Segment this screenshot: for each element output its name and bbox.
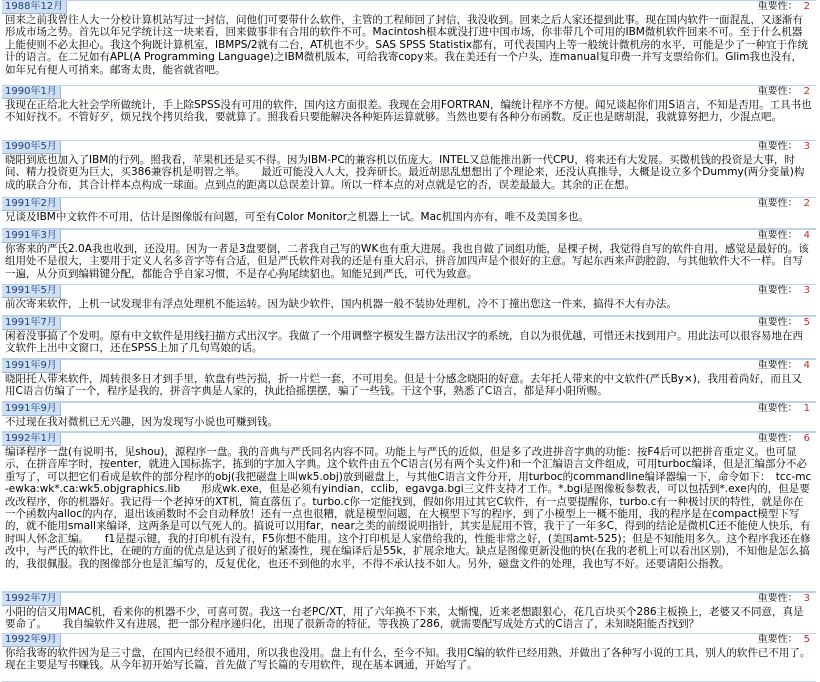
entry-date[interactable]: 1992年1月 <box>2 433 61 446</box>
importance-label: 重要性： <box>757 433 798 444</box>
entry-text: 晓阳托人带来软件，周转很多日才到手里，软盘有些污损，折一片烂一套，不可用矣。但是十分感念晓阳的好意。去年托人带来的中文软件(严氏By×)，我用着尚好，而且又用C语言仿编了一个，程序是我的，拼音字典是人家的，执此拾摇摆摆，骗了一些钱。干这个事，熟悉了C语言，都是拜小阳所赐。 <box>5 373 802 398</box>
importance-value: 2 <box>803 198 810 209</box>
importance-label: 重要性： <box>757 141 798 152</box>
letter-entry <box>2 0 816 98</box>
importance-value: 2 <box>803 1 810 12</box>
importance-rating <box>758 634 810 646</box>
letter-entry <box>2 197 816 229</box>
importance-value: 3 <box>803 285 810 296</box>
entry-text: 兄谈及IBM中文软件不可用，估计是图像版有问题，可至有Color Monitor之机器上一试。Mac机国内亦有，唯不及美国多也。 <box>5 211 589 223</box>
importance-rating <box>758 285 810 297</box>
importance-rating <box>758 230 810 242</box>
importance-label: 重要性： <box>757 230 798 241</box>
importance-value: 4 <box>803 360 810 371</box>
entry-date[interactable]: 1991年9月 <box>2 360 61 373</box>
importance-rating <box>758 317 810 329</box>
importance-label: 重要性： <box>757 360 798 371</box>
entry-text: 你寄来的严氏2.0A我也收到，还没用。因为一者是3盘要倒，二者我自己写的WK也有重大进展。我也自做了词组功能，是棵子树，我觉得自写的软件自用，感觉是最好的。该组用处不是很大，主要用于定义人名多音字等有合适，但是严氏软件对我的还是有重大启示，拼音加四声是个很好的主意。写起东西来声韵腔韵，与其他软件大不一样。自写一遍，从分页到编辑键分配，都能合乎自家习惯，不是存心狗尾续貂也。知能兄到严氏，可代为致意。 <box>5 243 809 280</box>
entry-text: 你给我寄的软件因为是三寸盘，在国内已经很不通用，所以我也没用。盘上有什么，至今不知。我用C编的软件已经用熟，并做出了各种写小说的工具，别人的软件已不用了。现在主要是写书赚钱。从今年初开始写长篇，首先做了写长篇的专用软件，现在基本调通，开始写了。 <box>5 647 811 672</box>
entry-date[interactable]: 1990年1月 <box>2 86 61 99</box>
letter-entry <box>2 359 816 402</box>
importance-rating <box>758 360 810 372</box>
entry-date[interactable]: 1991年3月 <box>2 230 61 243</box>
importance-value: 5 <box>803 634 810 645</box>
importance-label: 重要性： <box>757 198 798 209</box>
importance-rating <box>758 1 810 13</box>
importance-rating <box>758 198 810 210</box>
importance-label: 重要性： <box>757 86 798 97</box>
entry-date[interactable]: 1991年9月 <box>2 403 61 416</box>
importance-rating <box>758 433 810 445</box>
entry-date[interactable]: 1988年12月 <box>2 1 67 14</box>
entry-date[interactable]: 1991年2月 <box>2 198 61 211</box>
importance-label: 重要性： <box>757 593 798 604</box>
entry-text: 我现在正给北大社会学所做统计，手上除SPSS没有可用的软件，国内这方面很差。我现在会用FORTRAN，编统计程序不方便。闻兄谈起你们用S语言，不知是否用。工具书也不知好找不。不管好歹，烦兄找个拷贝给我，要就算了。照我看只要能解决各种矩阵运算就够。当然也要有各种分布函数。反正也是瞎胡混，我就算努把力，少混点吧。 <box>5 99 812 124</box>
letter-entry <box>2 592 816 634</box>
importance-value: 5 <box>803 317 810 328</box>
importance-value: 3 <box>803 593 810 604</box>
entry-text: 小阳的信又用MAC机，看来你的机器不少，可喜可贺。我这一台老PC/XT，用了六年换不下来，太惭愧，近来老想跟狠心，花几百块买个286主板换上，老婆又不同意，真是要命了。 我自编软件又有进展，把一部分程序递归化，出现了很新奇的特征，等我换了286，就需要配写成处方式的C语言了，未知晓阳能否找到？ <box>5 606 804 631</box>
importance-rating <box>758 86 810 98</box>
entry-text: 回来之前我曾往人大一分校计算机站写过一封信，问他们可要带什么软件，主管的工程师回了封信，我没收到。回来之后人家还提到此事。现在国内软件一面混乱，又逐渐有形成市场之势。首先以年兄学统计这一块来看，回来做事非有合用的软件不可。Macintosh根本就没打进中国市场，你非带几个可用的IBM微机软件回来不可。至于什么机器上能使则不必太担心。我这个狗既计算机室，IBMPS/2就有二台，AT机也不少。SAS SPSS Statistix都有，可代表国内上等一般统计微机房的水平，可能是少了一种宜于作统计的语言。在二兄如有APL(A Programming Language)之IBM微机版本，可给我寄copy来。我在美还有一个户头，连manual复印费一并写支票给你们。Glim我也没有，如年兄有便人可捎来。邮寄太贵，能省就省吧。 <box>5 14 809 76</box>
entry-date[interactable]: 1990年5月 <box>2 141 61 154</box>
entry-text: 晓阳到底也加入了IBM的行列。照我看，苹果机还是买不得。因为IBM-PC的兼容机以伍庞大。INTEL又总能推出新一代CPU，将来还有大发展。买微机钱的投资是大事，时间、精力投资更为巨大，买386兼容机是明智之举。 最近可能没入人大，投奔研长。最近胡思乱想想出了个理论来，还没认真推导，大概是设立多个Dummy(两分变量)构成的联合分布，其合计样本点构成一球面。点到点的距离以总误差计算。所以一样本点的对点就是它的否，误差最最大。其余的正在想。 <box>5 154 805 191</box>
letter-entry <box>2 284 816 316</box>
importance-value: 1 <box>803 403 810 414</box>
importance-label: 重要性： <box>757 317 798 328</box>
importance-label: 重要性： <box>757 634 798 645</box>
importance-value: 4 <box>803 230 810 241</box>
importance-rating <box>758 403 810 415</box>
entry-text: 闲着没事搞了个发明。原有中文软件是用线扫描方式出汉字。我做了一个用调整字模发生器方法出汉字的系统，自以为很优越，可惜还未找到用户。用此法可以很容易地在西文软件上出中文窗口，还在SPSS上加了几句骂娘的话。 <box>5 330 803 355</box>
importance-value: 2 <box>803 86 810 97</box>
letter-entry <box>2 316 816 359</box>
importance-value: 6 <box>803 433 810 444</box>
importance-value: 3 <box>803 141 810 152</box>
entry-date[interactable]: 1992年9月 <box>2 634 61 647</box>
entry-text: 不过现在我对微机已无兴趣，因为发现写小说也可赚到钱。 <box>5 416 278 428</box>
letter-entry <box>2 633 816 682</box>
letter-entry <box>2 229 816 285</box>
entry-date[interactable]: 1992年7月 <box>2 593 61 606</box>
entry-text: 编译程序一盘(有说明书，见shou)，源程序一盘。我的音典与严氏同名内容不同。功能上与严氏的近似，但是多了改进拼音字典的功能：按F4后可以把拼音重定义。也可显示，在拼音库字时，按enter，就进入国标拣字，拣到的字加入字典。这个软件由五个C语言(另有两个头文件)和一个汇编语言文件组成，可用turboc编译，但是汇编部分不必重写了，可以把它们看成是软件的部分程序的obj(我把磁盘上叫wk5.obj)放到磁盘上，与其他C语言文件分开，用turboc的commandline编译器编一下，命令如下： tcc-mc-ewka:wk*.ca:wk5.objgraphics.lib 形成wk.exe，但是必须有yindian，cclib，egavga.bgi三文件支持才工作。*.bgi是图像板参数表，可以包括到*.exe内的，但是要改改程序，你的机器好。我记得一个老掉牙的XT机，简直落伍了。turbo.c你一定能找到，假如你用过其它C软件，有一点要提醒你，turbo.c有一种极讨厌的特性，就是你在一个函数内alloc的内存，退出该函数时不会自动释放！还有一点也很糟，就是模型问题，在大模型下写的程序，到了小模型上一概不能用，我的程序是在compact模型下写的，就不能用small来编译，这两条是可以气死人的。搞说可以用far，near之类的前缀说明指针，其实是屁用不管，我干了一年多C，得到的结论是微机C还不能使人快乐，有时叫人怀念汇编。 f1是提示键，我的打印机有没有，F5你想不能用。这个打印机是人家借给我的，性能非常之好，(美国amt-525)；但是不知能用多久。这个程序我还在修改中，与严氏的软件比，在硬的方面的优点是达到了很好的紧凑性，现在编译后是55k，扩展余地大。缺点是图像更新没他的快(在我的老机上可以看出区别)，不知他是怎么搞的，我很佩服。我的图像部分也是汇编写的，反复优化，也还不到他的水平，不得不承认技不如人。另外，磁盘文件的处理，我也写不好。还要请阳公指教。 <box>5 446 812 570</box>
entry-date[interactable]: 1991年5月 <box>2 285 61 298</box>
letter-entry <box>2 432 816 592</box>
importance-label: 重要性： <box>757 285 798 296</box>
entry-date[interactable]: 1991年7月 <box>2 317 61 330</box>
letter-entry <box>2 402 816 432</box>
entry-text: 前次寄来软件，上机一试发现非有浮点处理机不能运转。因为缺少软件，国内机器一般不装协处理机，冷不丁撞出您这一件来，搞得不大有办法。 <box>5 298 677 310</box>
importance-rating <box>758 593 810 605</box>
importance-label: 重要性： <box>757 1 798 12</box>
importance-rating <box>758 141 810 153</box>
importance-label: 重要性： <box>757 403 798 414</box>
